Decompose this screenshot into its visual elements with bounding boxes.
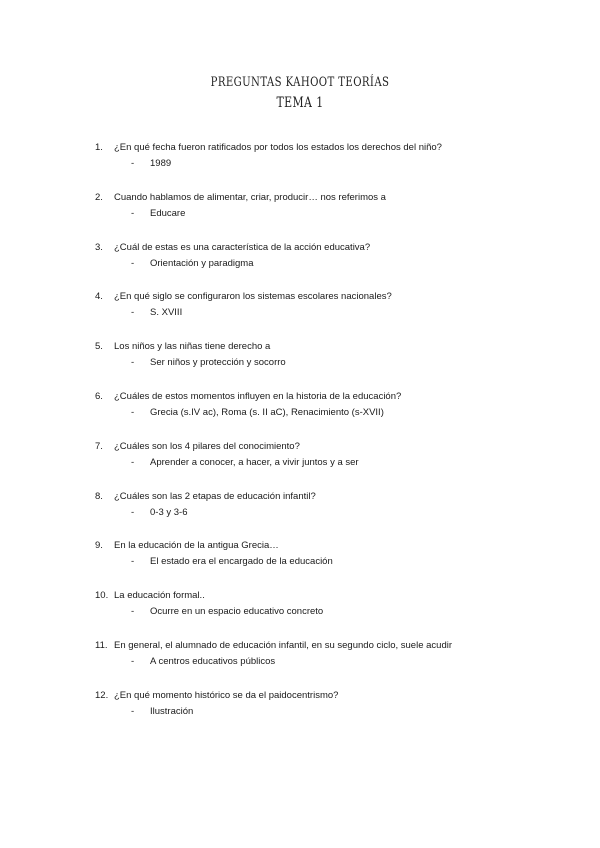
answer-bullet: - <box>131 456 135 468</box>
answer-bullet: - <box>131 207 135 219</box>
question-text: La educación formal.. <box>114 590 205 602</box>
question-item <box>0 191 600 241</box>
question-number: 12. <box>95 689 109 701</box>
answer-bullet: - <box>131 655 135 667</box>
answer-text: 0-3 y 3-6 <box>150 506 188 518</box>
question-item <box>0 340 600 390</box>
question-item <box>0 440 600 490</box>
question-text: En general, el alumnado de educación infantil, en su segundo ciclo, suele acudir <box>114 639 453 651</box>
answer-text: Ocurre en un espacio educativo concreto <box>150 606 324 618</box>
question-text: ¿Cuáles de estos momentos influyen en la historia de la educación? <box>114 390 402 402</box>
question-number: 10. <box>95 590 109 602</box>
answer-text: S. XVIII <box>150 307 183 319</box>
question-number: 2. <box>95 191 103 203</box>
document-subtitle: TEMA 1 <box>276 95 324 111</box>
question-item <box>0 539 600 589</box>
answer-text: Ser niños y protección y socorro <box>150 357 286 369</box>
question-text: Los niños y las niñas tiene derecho a <box>114 341 271 353</box>
question-item <box>0 241 600 291</box>
document-header <box>0 74 600 114</box>
question-number: 7. <box>95 440 103 452</box>
question-number: 4. <box>95 291 103 303</box>
answer-bullet: - <box>131 406 135 418</box>
answer-bullet: - <box>131 606 135 618</box>
question-text: ¿Cuáles son las 2 etapas de educación infantil? <box>114 490 316 502</box>
answer-bullet: - <box>131 307 135 319</box>
answer-text: 1989 <box>150 158 172 169</box>
question-number: 3. <box>95 241 103 253</box>
answer-text: Orientación y paradigma <box>150 257 254 269</box>
answer-text: A centros educativos públicos <box>150 655 276 667</box>
answer-bullet: - <box>131 556 135 568</box>
question-text: Cuando hablamos de alimentar, criar, producir… nos referimos a <box>114 191 386 203</box>
question-text: ¿Cuál de estas es una característica de la acción educativa? <box>114 241 371 253</box>
question-text: ¿En qué momento histórico se da el paidocentrismo? <box>114 689 339 701</box>
answer-bullet: - <box>131 506 135 518</box>
question-number: 1. <box>95 142 103 153</box>
answer-bullet: - <box>131 257 135 269</box>
answer-text: El estado era el encargado de la educación <box>150 556 333 568</box>
question-text: ¿Cuáles son los 4 pilares del conocimiento? <box>114 440 300 452</box>
answer-text: Educare <box>150 207 186 219</box>
question-number: 11. <box>95 639 108 651</box>
document-title: PREGUNTAS KAHOOT TEORÍAS <box>210 75 390 90</box>
question-list <box>0 141 600 739</box>
answer-bullet: - <box>131 357 135 369</box>
question-item <box>0 689 600 739</box>
question-number: 6. <box>95 390 103 402</box>
question-number: 9. <box>95 540 103 552</box>
question-item <box>0 290 600 340</box>
question-item <box>0 141 600 191</box>
question-text: En la educación de la antigua Grecia… <box>114 540 279 552</box>
answer-text: Aprender a conocer, a hacer, a vivir juntos y a ser <box>150 456 359 468</box>
answer-bullet: - <box>131 158 135 169</box>
question-text: ¿En qué fecha fueron ratificados por todos los estados los derechos del niño? <box>114 142 442 153</box>
question-item <box>0 390 600 440</box>
answer-bullet: - <box>131 705 135 717</box>
question-number: 8. <box>95 490 103 502</box>
question-item <box>0 490 600 540</box>
answer-text: Grecia (s.IV ac), Roma (s. II aC), Renacimiento (s-XVII) <box>150 406 384 418</box>
answer-text: Ilustración <box>150 705 194 717</box>
question-item <box>0 639 600 689</box>
question-text: ¿En qué siglo se configuraron los sistemas escolares nacionales? <box>114 291 392 303</box>
question-item <box>0 589 600 639</box>
question-number: 5. <box>95 341 103 353</box>
